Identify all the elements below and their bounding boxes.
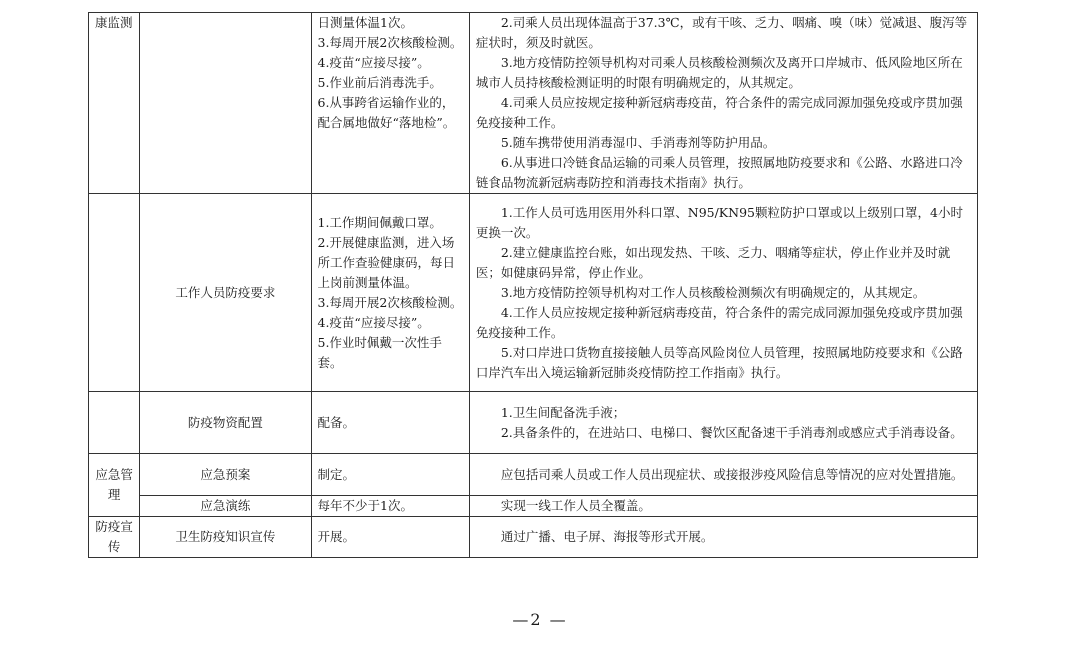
item-cell <box>140 13 311 194</box>
table-row <box>89 194 978 392</box>
enhanced-requirement-cell <box>469 392 977 454</box>
requirement-paragraph: 应包括司乘人员或工作人员出现症状、或接报涉疫风险信息等情况的应对处置措施。 <box>500 466 964 482</box>
category-label: 应急管理 <box>95 467 133 502</box>
table-row <box>89 392 978 454</box>
enhanced-requirement-cell <box>469 517 977 558</box>
item-cell <box>140 496 311 517</box>
requirement-line: 2.开展健康监测，进入场所工作查验健康码，每日上岗前测量体温。 <box>317 234 456 290</box>
item-cell <box>140 517 311 558</box>
requirement-paragraph: 6.从事进口冷链食品运输的司乘人员管理，按照属地防疫要求和《公路、水路进口冷链食品物流新冠病毒防控和消毒技术指南》执行。 <box>475 155 963 190</box>
epidemic-requirements-table <box>88 12 978 558</box>
requirement-line: 制定。 <box>317 466 356 482</box>
category-label: 防疫宣传 <box>95 519 133 554</box>
table-row <box>89 13 978 194</box>
item-label: 工作人员防疫要求 <box>175 284 276 300</box>
requirement-paragraph: 4.司乘人员应按规定接种新冠病毒疫苗，符合条件的需完成同源加强免疫或序贯加强免疫接种工作。 <box>475 95 963 130</box>
requirement-paragraph: 3.地方疫情防控领导机构对工作人员核酸检测频次有明确规定的，从其规定。 <box>500 284 926 300</box>
requirement-line: 每年不少于1次。 <box>317 498 413 513</box>
requirement-paragraph: 2.司乘人员出现体温高于37.3℃，或有干咳、乏力、咽痛、嗅（味）觉减退、腹泻等症状时，须及时就医。 <box>475 15 968 50</box>
requirement-line: 配备。 <box>317 414 356 430</box>
item-label: 应急预案 <box>200 466 251 482</box>
basic-requirement-cell <box>311 194 469 392</box>
requirement-line: 1.工作期间佩戴口罩。 <box>317 214 442 230</box>
category-cell <box>89 13 140 194</box>
item-cell <box>140 454 311 496</box>
enhanced-requirement-cell <box>469 454 977 496</box>
basic-requirement-cell <box>311 496 469 517</box>
requirement-line: 5.作业时佩戴一次性手套。 <box>317 334 442 370</box>
requirement-paragraph: 实现一线工作人员全覆盖。 <box>500 498 651 513</box>
basic-requirement-cell <box>311 454 469 496</box>
requirement-line: 6.从事跨省运输作业的，配合属地做好“落地检”。 <box>317 95 456 130</box>
requirement-line: 3.每周开展2次核酸检测。 <box>317 294 463 310</box>
page-number: —2 — <box>512 610 568 629</box>
basic-requirement-cell <box>311 517 469 558</box>
requirement-paragraph: 1.卫生间配备洗手液； <box>500 404 626 420</box>
item-label: 应急演练 <box>200 498 251 513</box>
requirement-line: 4.疫苗“应接尽接”。 <box>317 314 430 330</box>
requirement-paragraph: 5.随车携带使用消毒湿巾、手消毒剂等防护用品。 <box>500 135 776 150</box>
requirement-paragraph: 通过广播、电子屏、海报等形式开展。 <box>500 529 714 544</box>
requirement-line: 5.作业前后消毒洗手。 <box>317 75 442 90</box>
category-cell <box>89 454 140 517</box>
requirement-line: 开展。 <box>317 529 356 544</box>
basic-requirement-cell <box>311 392 469 454</box>
enhanced-requirement-cell <box>469 194 977 392</box>
item-label: 防疫物资配置 <box>187 414 263 430</box>
table-row <box>89 454 978 496</box>
basic-requirement-cell <box>311 13 469 194</box>
enhanced-requirement-cell <box>469 13 977 194</box>
item-cell <box>140 194 311 392</box>
enhanced-requirement-cell <box>469 496 977 517</box>
requirement-paragraph: 3.地方疫情防控领导机构对司乘人员核酸检测频次及离开口岸城市、低风险地区所在城市人员持核酸检测证明的时限有明确规定的，从其规定。 <box>475 55 963 90</box>
requirement-paragraph: 2.建立健康监控台账，如出现发热、干咳、乏力、咽痛等症状，停止作业并及时就医；如健康码异常，停止作业。 <box>475 244 951 280</box>
category-cell <box>89 517 140 558</box>
requirement-paragraph: 5.对口岸进口货物直接接触人员等高风险岗位人员管理，按照属地防疫要求和《公路口岸汽车出入境运输新冠肺炎疫情防控工作指南》执行。 <box>475 344 963 380</box>
category-cell <box>89 194 140 392</box>
requirement-line: 4.疫苗“应接尽接”。 <box>317 55 430 70</box>
category-label: 康监测 <box>95 15 133 30</box>
table-row <box>89 517 978 558</box>
item-cell <box>140 392 311 454</box>
requirement-paragraph: 1.工作人员可选用医用外科口罩、N95/KN95颗粒防护口罩或以上级别口罩，4小时更换一次。 <box>475 204 963 240</box>
table-row <box>89 496 978 517</box>
requirement-paragraph: 4.工作人员应按规定接种新冠病毒疫苗，符合条件的需完成同源加强免疫或序贯加强免疫接种工作。 <box>475 304 963 340</box>
category-cell <box>89 392 140 454</box>
requirement-line: 日测量体温1次。 <box>317 15 413 30</box>
requirement-line: 3.每周开展2次核酸检测。 <box>317 35 463 50</box>
item-label: 卫生防疫知识宣传 <box>175 529 276 544</box>
requirement-paragraph: 2.具备条件的，在进站口、电梯口、餐饮区配备速干手消毒剂或感应式手消毒设备。 <box>500 424 963 440</box>
